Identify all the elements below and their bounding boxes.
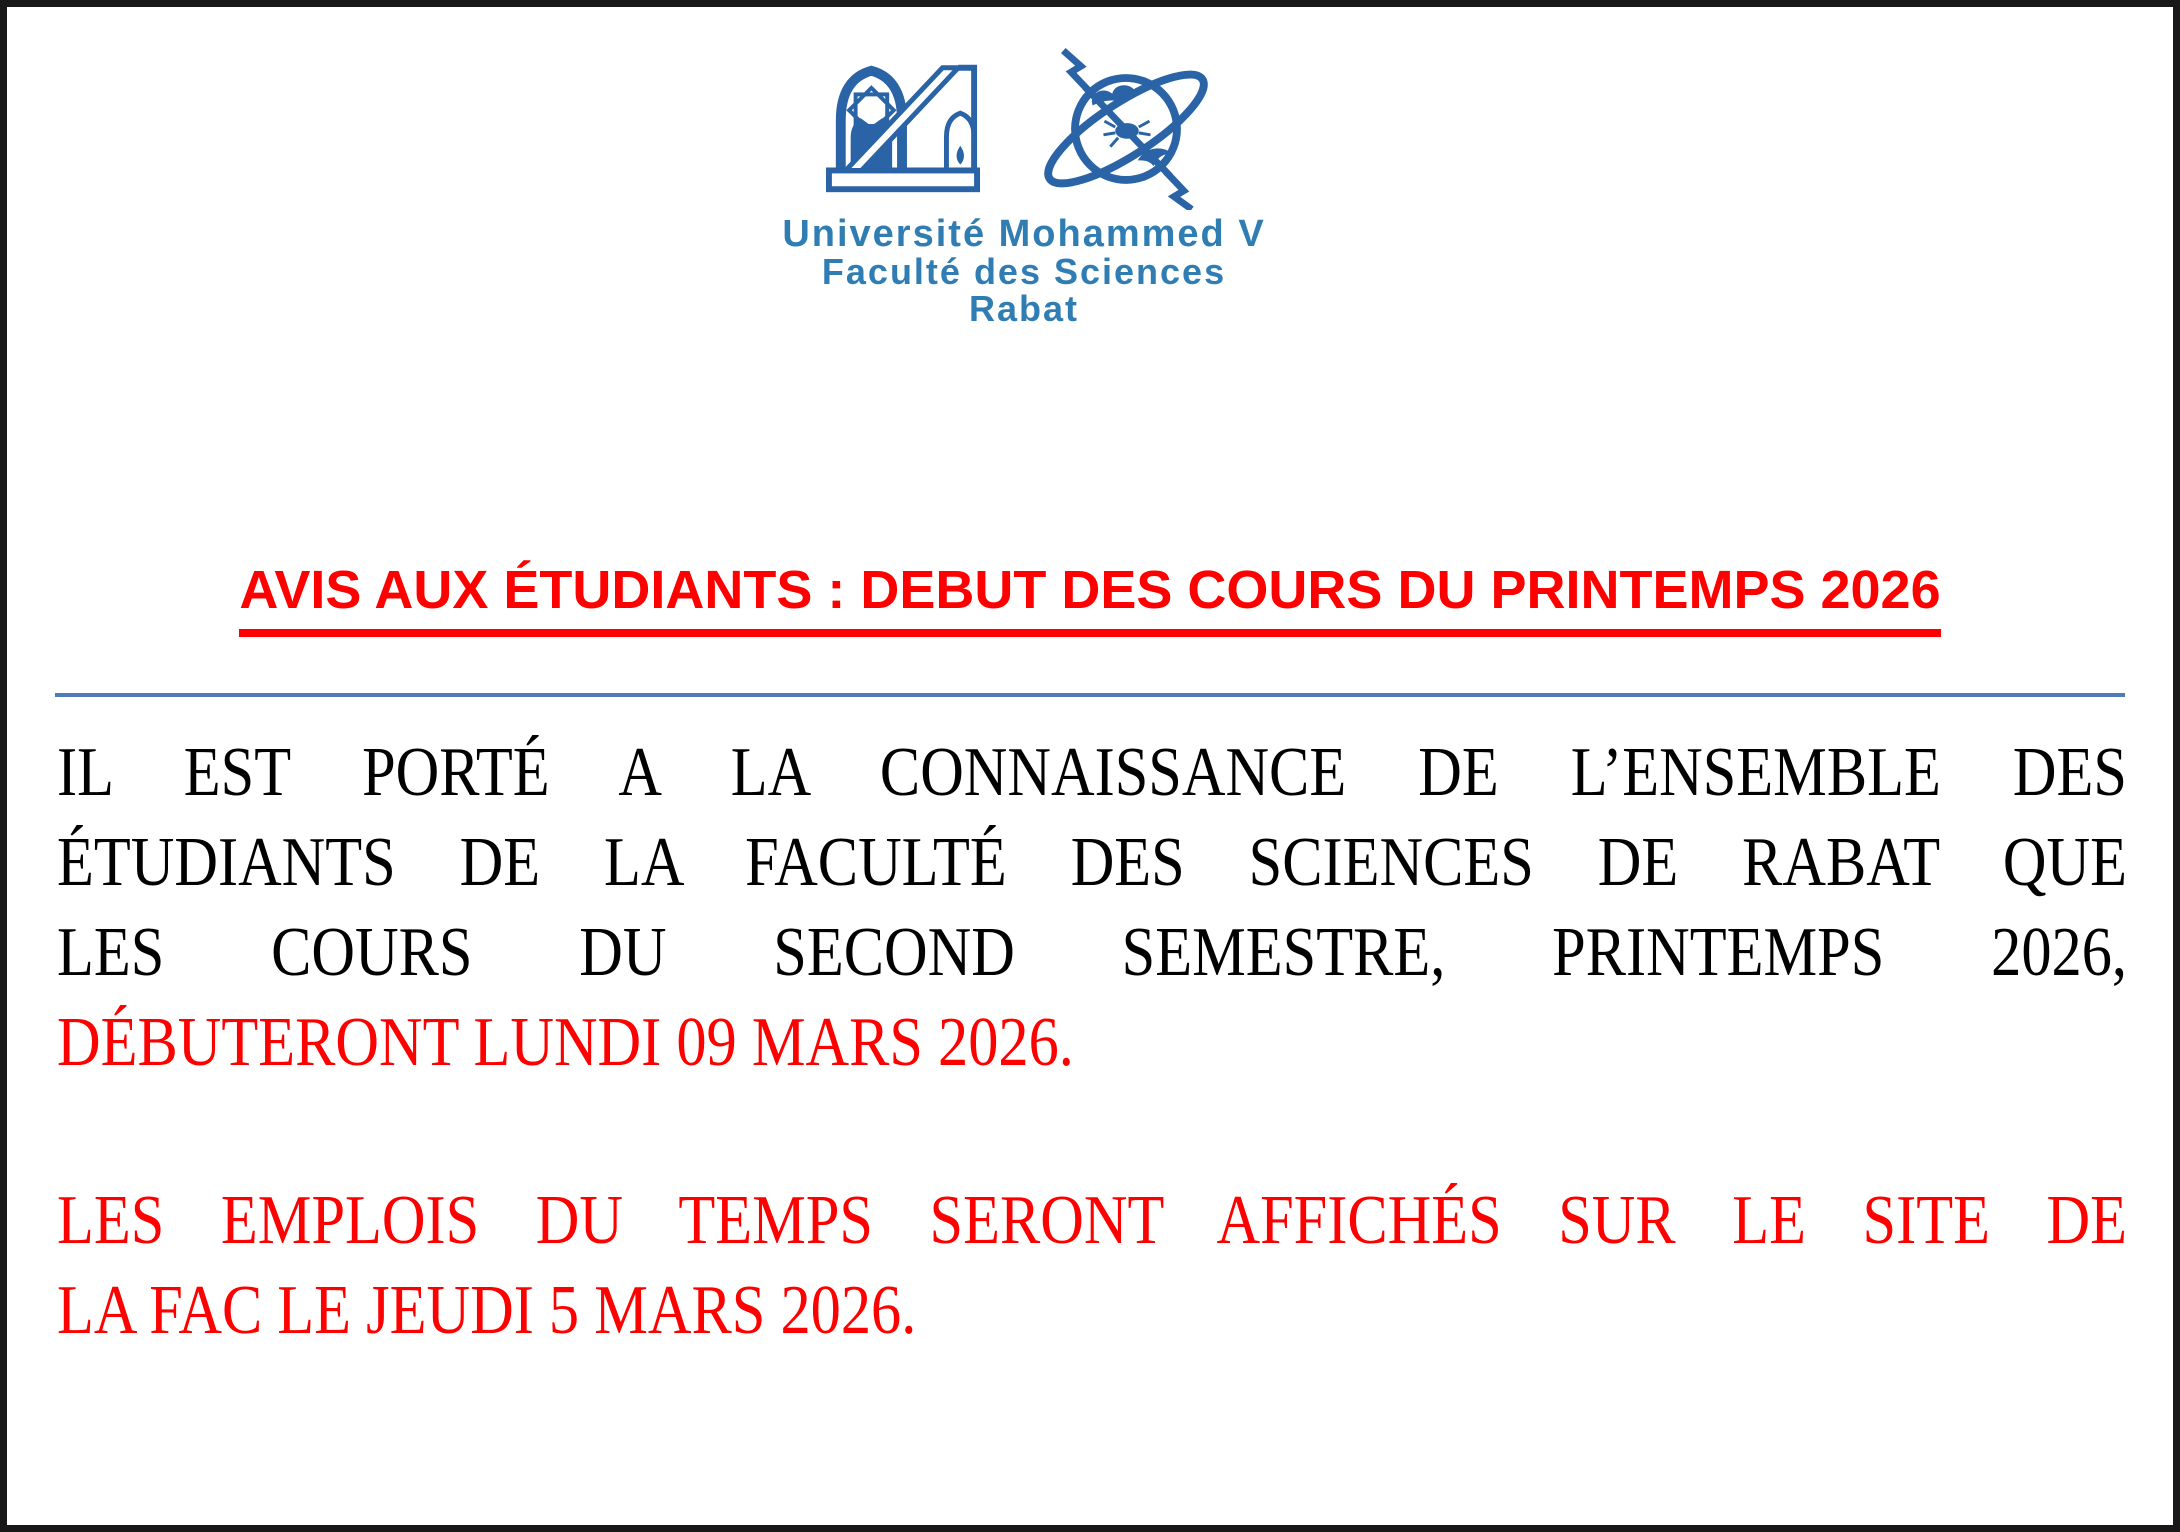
logo-city-name: Rabat — [968, 288, 1080, 329]
divider — [55, 693, 2125, 697]
logo-faculty-name: Faculté des Sciences — [821, 251, 1227, 292]
globe-orbit-emblem-icon — [1028, 44, 1224, 210]
notice-body — [7, 728, 2173, 1356]
announcement-paragraph — [57, 728, 2127, 1088]
title-row — [7, 559, 2173, 637]
schedule-line: LES EMPLOIS DU TEMPS SERONT AFFICHÉS SUR LE SITE DE — [57, 1182, 2127, 1259]
schedule-line: LA FAC LE JEUDI 5 MARS 2026. — [57, 1272, 917, 1349]
arch-star-emblem-icon — [824, 60, 982, 194]
university-logo — [0, 47, 2107, 327]
logo-emblems — [824, 47, 1224, 207]
announcement-line: IL EST PORTÉ A LA CONNAISSANCE DE L’ENSEMBLE DES — [57, 734, 2127, 811]
announcement-line: LES COURS DU SECOND SEMESTRE, PRINTEMPS 2026, — [57, 914, 2127, 991]
logo-text — [782, 215, 1265, 327]
schedule-paragraph — [57, 1176, 2127, 1356]
page-title: AVIS AUX ÉTUDIANTS : DEBUT DES COURS DU PRINTEMPS 2026 — [239, 559, 1940, 637]
body-text — [57, 728, 2127, 1356]
start-date-line: DÉBUTERONT LUNDI 09 MARS 2026. — [57, 1004, 1074, 1081]
logo-university-name: Université Mohammed V — [782, 213, 1266, 255]
announcement-line: ÉTUDIANTS DE LA FACULTÉ DES SCIENCES DE RABAT QUE — [57, 824, 2127, 901]
